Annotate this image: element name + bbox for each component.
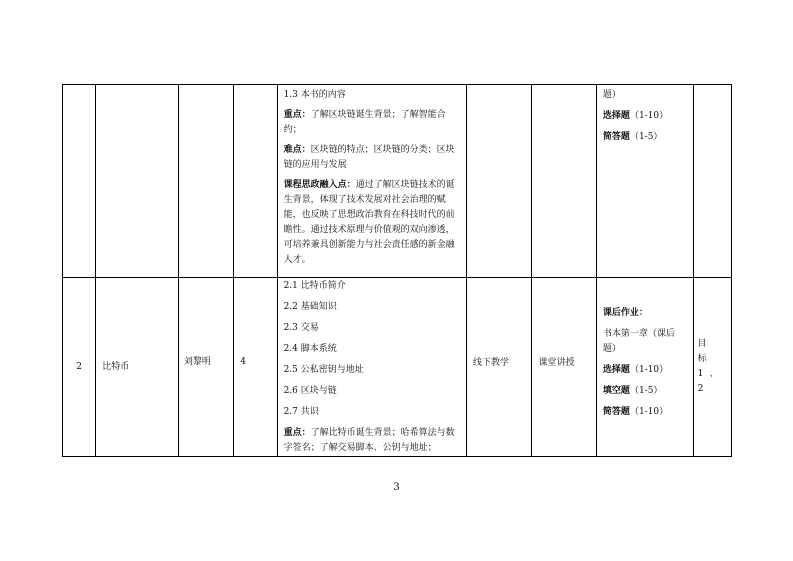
mode-cell: 线下教学 — [466, 278, 531, 457]
homework-line: 选择题（1-10） — [602, 365, 669, 375]
content-cell — [277, 278, 466, 457]
content-cell — [277, 85, 466, 278]
homework-line: 简答题（1-5） — [602, 132, 663, 142]
goal-cell — [693, 278, 731, 457]
teacher-cell: 刘黎明 — [178, 278, 233, 457]
mode-cell — [466, 85, 531, 278]
content-item: 2.6 区块与链 — [283, 386, 337, 396]
method-cell — [532, 85, 596, 278]
goal-cell — [693, 85, 731, 278]
row-number-cell: 2 — [63, 278, 96, 457]
homework-title: 课后作业： — [602, 308, 648, 318]
goal-label: 目 标 — [697, 339, 713, 364]
homework-line: 填空题（1-5） — [602, 386, 663, 396]
homework-line: 简答题（1-10） — [602, 407, 669, 417]
content-item: 2.3 交易 — [283, 323, 319, 333]
method-cell: 课堂讲授 — [532, 278, 596, 457]
homework-book: 书本第一章（课后题） — [602, 329, 675, 354]
ideology-paragraph: 课程思政融入点：通过了解区块链技术的诞生背景，体现了技术发展对社会治理的赋能，也反映了思想政治教育在科技时代的前瞻性。通过技术原理与价值观的双向渗透，可培养兼具创新能力与社会责任感的新金融人才。 — [283, 180, 455, 265]
teacher-cell — [178, 85, 233, 278]
chapter-cell: 比特币 — [96, 278, 179, 457]
content-item: 2.5 公私密钥与地址 — [283, 365, 364, 375]
row-number-cell — [63, 85, 96, 278]
table-row — [63, 278, 732, 457]
homework-line: 选择题（1-10） — [602, 111, 669, 121]
key-point-paragraph: 重点：了解区块链诞生背景；了解智能合约； — [283, 110, 446, 135]
hours-cell: 4 — [234, 278, 277, 457]
table-row — [63, 85, 732, 278]
goal-numbers: 1、2 — [697, 369, 725, 394]
content-paragraph: 1.3 本书的内容 — [283, 90, 346, 100]
homework-line: 题） — [602, 90, 621, 100]
homework-cell — [596, 85, 693, 278]
difficulty-paragraph: 难点：区块链的特点；区块链的分类；区块链的应用与发展 — [283, 145, 455, 170]
content-item: 2.2 基础知识 — [283, 302, 337, 312]
content-item: 2.1 比特币简介 — [283, 281, 346, 291]
homework-cell — [596, 278, 693, 457]
key-point-paragraph: 重点：了解比特币诞生背景；哈希算法与数字签名；了解交易脚本、公钥与地址； — [283, 428, 455, 453]
chapter-cell — [96, 85, 179, 278]
page-number: 3 — [393, 482, 400, 493]
content-item: 2.4 脚本系统 — [283, 344, 337, 354]
hours-cell — [234, 85, 277, 278]
content-item: 2.7 共识 — [283, 407, 319, 417]
syllabus-table — [62, 84, 732, 457]
